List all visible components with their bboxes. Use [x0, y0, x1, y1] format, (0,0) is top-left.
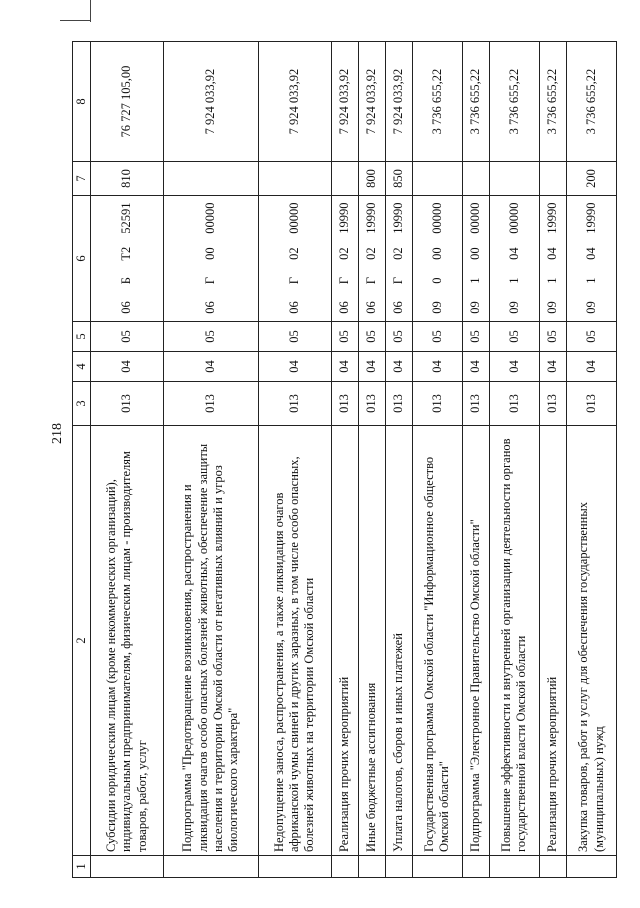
row-code-section: 04 [385, 352, 412, 382]
col-header-5: 5 [73, 322, 91, 352]
row-expense-type: 800 [358, 162, 385, 196]
row-target-article [413, 196, 463, 322]
table-row [413, 42, 463, 878]
row-amount: 7 924 033,92 [358, 42, 385, 162]
target-article-part: 19990 [583, 202, 598, 234]
target-article-part: 00000 [506, 202, 521, 234]
rotated-table-wrapper [72, 42, 617, 878]
col-header-8: 8 [73, 42, 91, 162]
header-row [73, 42, 91, 878]
target-article-parts [507, 196, 522, 321]
target-article-parts [119, 196, 134, 321]
row-amount: 7 924 033,92 [259, 42, 332, 162]
row-code-section: 04 [163, 352, 258, 382]
target-article-part: 19990 [364, 202, 379, 234]
target-article-parts [364, 196, 379, 321]
row-code-admin: 013 [413, 382, 463, 426]
row-expense-type [490, 162, 540, 196]
row-code-section: 04 [331, 352, 358, 382]
row-code-section: 04 [91, 352, 164, 382]
row-col-1 [259, 856, 332, 878]
row-code-section: 04 [358, 352, 385, 382]
row-name: Реализация прочих мероприятий [539, 426, 566, 856]
target-article-parts [337, 196, 352, 321]
target-article-part: 09 [468, 301, 483, 314]
row-expense-type [539, 162, 566, 196]
row-amount: 3 736 655,22 [462, 42, 489, 162]
row-code-admin: 013 [259, 382, 332, 426]
row-expense-type [331, 162, 358, 196]
target-article-part: 04 [506, 247, 521, 260]
row-name: Реализация прочих мероприятий [331, 426, 358, 856]
row-code-section: 04 [539, 352, 566, 382]
col-header-6: 6 [73, 196, 91, 322]
row-code-admin: 013 [539, 382, 566, 426]
row-code-admin: 013 [385, 382, 412, 426]
row-name: Закупка товаров, работ и услуг для обеспечения государственных (муниципальных) нужд [567, 426, 617, 856]
target-article-part: 1 [506, 277, 521, 284]
table-row [91, 42, 164, 878]
col-header-1: 1 [73, 856, 91, 878]
page-number: 218 [50, 423, 65, 444]
target-article-part: 0 [429, 277, 444, 284]
col-header-7: 7 [73, 162, 91, 196]
table-row [385, 42, 412, 878]
row-amount: 3 736 655,22 [490, 42, 540, 162]
row-code-subsection: 05 [163, 322, 258, 352]
table-row [259, 42, 332, 878]
row-target-article [567, 196, 617, 322]
row-expense-type [259, 162, 332, 196]
row-code-subsection: 05 [413, 322, 463, 352]
target-article-parts [287, 196, 302, 321]
target-article-part: 02 [391, 247, 406, 260]
row-name: Подпрограмма "Предотвращение возникновения, распространения и ликвидация очагов особо опасных болезней животных, обеспечение защиты населения и территории Омской области от негативных влияний и угроз биологического характера" [163, 426, 258, 856]
row-expense-type [163, 162, 258, 196]
scan-artifact-line [90, 0, 91, 22]
target-article-part: 02 [337, 247, 352, 260]
target-article-part: 09 [583, 301, 598, 314]
target-article-part: 00000 [429, 202, 444, 234]
target-article-part: 06 [119, 301, 134, 314]
row-col-1 [567, 856, 617, 878]
target-article-part: 1 [583, 277, 598, 284]
row-target-article [358, 196, 385, 322]
row-name: Недопущение заноса, распространения, а также ликвидация очагов африканской чумы свиней и других заразных, в том числе особо опасных, болезней животных на территории Омской области [259, 426, 332, 856]
target-article-part: 00 [203, 247, 218, 260]
target-article-part: 09 [545, 301, 560, 314]
target-article-parts [391, 196, 406, 321]
row-col-1 [462, 856, 489, 878]
row-code-subsection: 05 [567, 322, 617, 352]
row-expense-type: 850 [385, 162, 412, 196]
row-col-1 [331, 856, 358, 878]
target-article-part: 1 [468, 277, 483, 284]
row-name: Государственная программа Омской области "Информационное общество Омской области" [413, 426, 463, 856]
row-amount: 76 727 105,00 [91, 42, 164, 162]
target-article-parts [468, 196, 483, 321]
table-row [331, 42, 358, 878]
target-article-part: 00000 [203, 202, 218, 234]
row-code-subsection: 05 [490, 322, 540, 352]
target-article-part: Г [364, 276, 379, 285]
row-name: Уплата налогов, сборов и иных платежей [385, 426, 412, 856]
row-code-subsection: 05 [539, 322, 566, 352]
target-article-part: 19990 [391, 202, 406, 234]
row-code-admin: 013 [490, 382, 540, 426]
target-article-part: Г [287, 276, 302, 285]
row-code-subsection: 05 [385, 322, 412, 352]
row-target-article [91, 196, 164, 322]
row-code-admin: 013 [358, 382, 385, 426]
target-article-parts [545, 196, 560, 321]
row-expense-type: 810 [91, 162, 164, 196]
row-amount: 7 924 033,92 [163, 42, 258, 162]
row-code-subsection: 05 [91, 322, 164, 352]
table-row [358, 42, 385, 878]
target-article-part: Т2 [119, 246, 134, 261]
row-target-article [490, 196, 540, 322]
row-code-subsection: 05 [331, 322, 358, 352]
row-code-admin: 013 [331, 382, 358, 426]
target-article-part: 52591 [119, 202, 134, 234]
table-row [163, 42, 258, 878]
row-target-article [259, 196, 332, 322]
row-amount: 7 924 033,92 [331, 42, 358, 162]
row-name: Повышение эффективности и внутренней организации деятельности органов государственной власти Омской области [490, 426, 540, 856]
target-article-part: 00 [429, 247, 444, 260]
target-article-parts [203, 196, 218, 321]
target-article-part: 04 [545, 247, 560, 260]
row-col-1 [163, 856, 258, 878]
row-col-1 [413, 856, 463, 878]
row-col-1 [490, 856, 540, 878]
target-article-part: 02 [287, 247, 302, 260]
row-target-article [163, 196, 258, 322]
row-code-section: 04 [567, 352, 617, 382]
target-article-part: 09 [429, 301, 444, 314]
row-code-subsection: 05 [358, 322, 385, 352]
row-name: Подпрограмма "Электронное Правительство Омской области" [462, 426, 489, 856]
row-col-1 [358, 856, 385, 878]
row-col-1 [539, 856, 566, 878]
row-code-admin: 013 [91, 382, 164, 426]
col-header-4: 4 [73, 352, 91, 382]
scan-artifact-line [60, 20, 90, 21]
row-code-admin: 013 [567, 382, 617, 426]
row-name: Иные бюджетные ассигнования [358, 426, 385, 856]
target-article-part: Г [203, 276, 218, 285]
target-article-part: 06 [337, 301, 352, 314]
target-article-part: 06 [391, 301, 406, 314]
target-article-part: 04 [583, 247, 598, 260]
target-article-parts [430, 196, 445, 321]
row-expense-type [462, 162, 489, 196]
row-target-article [331, 196, 358, 322]
row-target-article [385, 196, 412, 322]
row-name: Субсидии юридическим лицам (кроме некоммерческих организаций), индивидуальным предпринимателям, физическим лицам - производителям товаров, работ, услуг [91, 426, 164, 856]
row-code-section: 04 [413, 352, 463, 382]
row-code-subsection: 05 [462, 322, 489, 352]
target-article-part: 00000 [468, 202, 483, 234]
target-article-part: 19990 [337, 202, 352, 234]
target-article-part: 00000 [287, 202, 302, 234]
target-article-part: 06 [287, 301, 302, 314]
target-article-part: 19990 [545, 202, 560, 234]
table-row [462, 42, 489, 878]
row-code-section: 04 [462, 352, 489, 382]
row-code-admin: 013 [462, 382, 489, 426]
row-expense-type: 200 [567, 162, 617, 196]
target-article-part: 06 [364, 301, 379, 314]
row-target-article [462, 196, 489, 322]
budget-table [72, 41, 617, 878]
table-row [490, 42, 540, 878]
row-amount: 3 736 655,22 [413, 42, 463, 162]
row-code-admin: 013 [163, 382, 258, 426]
row-amount: 3 736 655,22 [567, 42, 617, 162]
row-target-article [539, 196, 566, 322]
target-article-parts [584, 196, 599, 321]
col-header-3: 3 [73, 382, 91, 426]
row-col-1 [91, 856, 164, 878]
target-article-part: 09 [506, 301, 521, 314]
target-article-part: Г [391, 276, 406, 285]
row-code-section: 04 [490, 352, 540, 382]
target-article-part: Г [337, 276, 352, 285]
row-expense-type [413, 162, 463, 196]
row-col-1 [385, 856, 412, 878]
table-row [539, 42, 566, 878]
row-code-section: 04 [259, 352, 332, 382]
col-header-2: 2 [73, 426, 91, 856]
target-article-part: 06 [203, 301, 218, 314]
table-row [567, 42, 617, 878]
row-amount: 7 924 033,92 [385, 42, 412, 162]
target-article-part: 02 [364, 247, 379, 260]
target-article-part: 00 [468, 247, 483, 260]
row-amount: 3 736 655,22 [539, 42, 566, 162]
row-code-subsection: 05 [259, 322, 332, 352]
target-article-part: 1 [545, 277, 560, 284]
target-article-part: Б [119, 277, 134, 285]
